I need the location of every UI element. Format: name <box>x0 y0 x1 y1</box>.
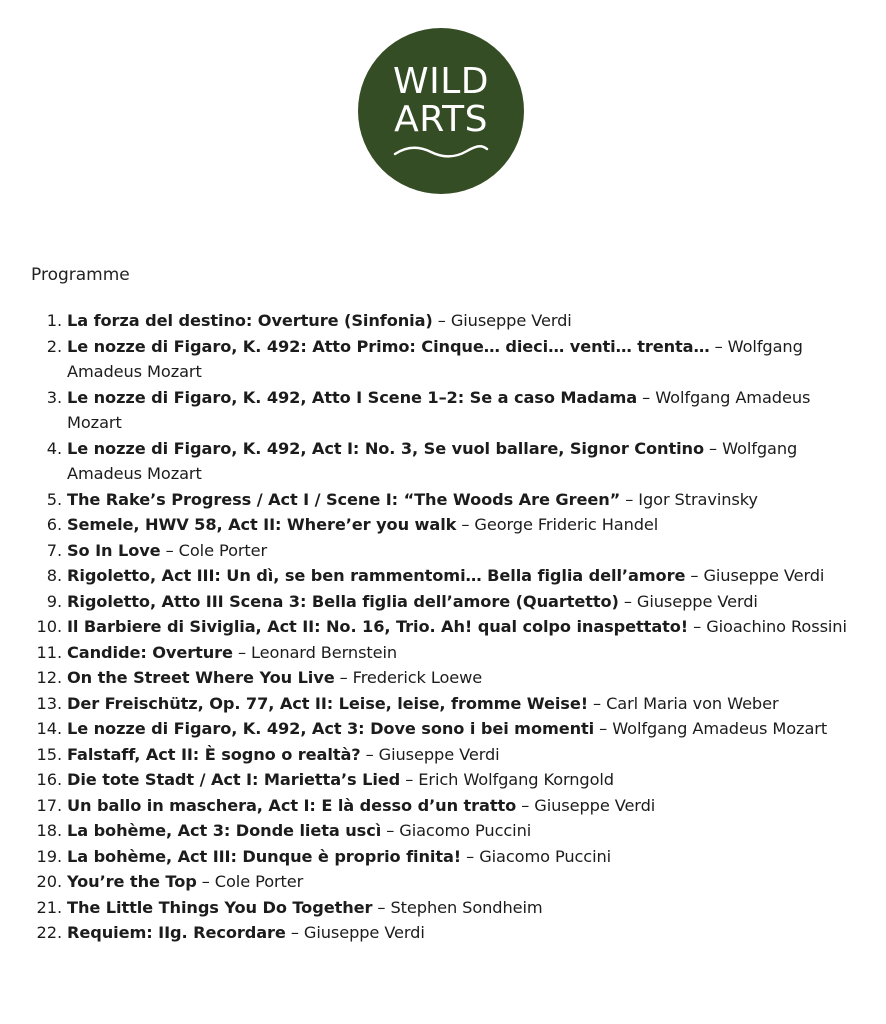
programme-item <box>30 716 850 742</box>
programme-item <box>30 614 850 640</box>
programme-item-number: 4. <box>46 438 62 458</box>
programme-item-separator: – <box>685 566 704 585</box>
programme-item <box>30 665 850 691</box>
programme-item <box>30 512 850 538</box>
programme-item <box>30 844 850 870</box>
programme-item <box>30 818 850 844</box>
programme-item-title: You’re the Top <box>67 872 197 891</box>
programme-item-separator: – <box>637 387 656 407</box>
programme-item-separator: – <box>688 617 707 636</box>
programme-item-separator: – <box>618 591 637 611</box>
programme-item <box>30 640 850 666</box>
programme-item <box>30 920 850 946</box>
programme-item-separator: – <box>160 540 179 560</box>
programme-item-composer: Gioachino Rossini <box>706 617 847 636</box>
programme-item-composer: George Frideric Handel <box>474 515 659 534</box>
programme-item-separator: – <box>432 311 451 330</box>
wild-arts-logo <box>358 28 524 194</box>
programme-item-separator: – <box>400 770 419 789</box>
programme-item-composer: Giacomo Puccini <box>399 821 532 840</box>
programme-item-composer: Stephen Sondheim <box>390 897 543 917</box>
programme-item-composer: Giuseppe Verdi <box>450 311 572 330</box>
programme-item-composer: Wolfgang Amadeus Mozart <box>67 438 798 483</box>
programme-item-composer: Leonard Bernstein <box>251 642 398 662</box>
programme-item-title: The Rake’s Progress / Act I / Scene I: “The Woods Are Green” <box>67 489 621 509</box>
programme-item-title: Le nozze di Figaro, K. 492, Act 3: Dove sono i bei momenti <box>67 719 595 738</box>
programme-item-composer: Wolfgang Amadeus Mozart <box>67 336 803 381</box>
programme-item-composer: Wolfgang Amadeus Mozart <box>67 387 811 432</box>
programme-item-title: Rigoletto, Atto III Scena 3: Bella figlia dell’amore (Quartetto) <box>67 591 619 611</box>
programme-item <box>30 334 850 385</box>
programme-item-separator: – <box>232 642 252 662</box>
programme-item-separator: – <box>620 489 639 509</box>
programme-item-composer: Carl Maria von Weber <box>606 693 779 713</box>
programme-item-separator: – <box>594 719 613 738</box>
programme-item-title: The Little Things You Do Together <box>67 897 373 917</box>
programme-item-title: La forza del destino: Overture (Sinfonia) <box>67 311 433 330</box>
programme-heading: Programme <box>31 265 130 285</box>
programme-item-composer: Erich Wolfgang Korngold <box>418 770 614 789</box>
programme-item-composer: Giuseppe Verdi <box>378 744 500 764</box>
programme-item-separator: – <box>456 515 475 534</box>
programme-item <box>30 767 850 793</box>
programme-item-title: So In Love <box>67 540 161 560</box>
programme-item-title: La bohème, Act III: Dunque è proprio finita! <box>67 846 462 866</box>
programme-item <box>30 563 850 589</box>
programme-item-number: 9. <box>46 591 62 611</box>
programme-item-number: 12. <box>36 668 62 687</box>
wave-icon <box>393 143 489 159</box>
programme-item-separator: – <box>704 438 723 458</box>
programme-item-composer: Cole Porter <box>214 872 304 891</box>
programme-item-title: Requiem: IIg. Recordare <box>67 923 286 942</box>
programme-item-separator: – <box>516 795 535 815</box>
programme-item-number: 22. <box>36 923 62 942</box>
programme-item-number: 11. <box>36 642 62 662</box>
programme-item-separator: – <box>381 821 400 840</box>
programme-item-title: Der Freischütz, Op. 77, Act II: Leise, leise, fromme Weise! <box>67 693 588 713</box>
programme-item-number: 19. <box>36 846 62 866</box>
programme-item-number: 15. <box>36 744 62 764</box>
programme-item-composer: Frederick Loewe <box>352 668 483 687</box>
programme-item <box>30 742 850 768</box>
programme-item-number: 1. <box>46 311 62 330</box>
programme-item-number: 10. <box>36 617 62 636</box>
programme-item-number: 18. <box>36 821 62 840</box>
logo-text-line2: ARTS <box>394 99 488 140</box>
programme-item <box>30 589 850 615</box>
programme-item-title: Candide: Overture <box>67 642 233 662</box>
programme-item-separator: – <box>709 336 728 356</box>
programme-item-composer: Giacomo Puccini <box>479 846 612 866</box>
programme-item-title: Le nozze di Figaro, K. 492: Atto Primo: Cinque… dieci… venti… trenta… <box>67 336 710 356</box>
programme-item-composer: Giuseppe Verdi <box>534 795 656 815</box>
programme-item-number: 7. <box>46 540 62 560</box>
programme-item <box>30 691 850 717</box>
programme-item-separator: – <box>285 923 304 942</box>
programme-item-number: 8. <box>46 566 62 585</box>
programme-item-title: Le nozze di Figaro, K. 492, Atto I Scene 1–2: Se a caso Madama <box>67 387 638 407</box>
programme-item-number: 5. <box>46 489 62 509</box>
programme-item-separator: – <box>461 846 480 866</box>
programme-item <box>30 895 850 921</box>
programme-item-separator: – <box>372 897 391 917</box>
programme-item-number: 21. <box>36 897 62 917</box>
programme-item-title: Semele, HWV 58, Act II: Where’er you walk <box>67 515 457 534</box>
programme-item-separator: – <box>334 668 353 687</box>
programme-item-composer: Giuseppe Verdi <box>303 923 425 942</box>
programme-item <box>30 487 850 513</box>
programme-item-separator: – <box>196 872 215 891</box>
programme-item-title: Rigoletto, Act III: Un dì, se ben rammentomi… Bella figlia dell’amore <box>67 566 686 585</box>
programme-item-number: 20. <box>36 872 62 891</box>
programme-item-composer: Giuseppe Verdi <box>703 566 825 585</box>
programme-item-separator: – <box>588 693 607 713</box>
programme-item <box>30 793 850 819</box>
programme-item <box>30 308 850 334</box>
programme-item-number: 2. <box>46 336 62 356</box>
programme-item <box>30 436 850 487</box>
programme-item-title: La bohème, Act 3: Donde lieta uscì <box>67 821 382 840</box>
programme-item-title: Un ballo in maschera, Act I: E là desso d’un tratto <box>67 795 517 815</box>
programme-item-title: Falstaff, Act II: È sogno o realtà? <box>67 744 361 764</box>
programme-item-number: 3. <box>46 387 62 407</box>
logo-text-line1: WILD <box>393 61 489 102</box>
programme-item-title: Le nozze di Figaro, K. 492, Act I: No. 3, Se vuol ballare, Signor Contino <box>67 438 704 458</box>
programme-item <box>30 385 850 436</box>
programme-item-separator: – <box>360 744 379 764</box>
programme-item-number: 14. <box>36 719 62 738</box>
programme-item-composer: Giuseppe Verdi <box>636 591 758 611</box>
programme-item-composer: Wolfgang Amadeus Mozart <box>612 719 828 738</box>
programme-item <box>30 869 850 895</box>
programme-item-number: 16. <box>36 770 62 789</box>
programme-item-number: 13. <box>36 693 62 713</box>
programme-item-composer: Cole Porter <box>178 540 268 560</box>
programme-item-number: 17. <box>36 795 62 815</box>
programme-item-title: On the Street Where You Live <box>67 668 335 687</box>
programme-item-number: 6. <box>46 515 62 534</box>
programme-item-title: Die tote Stadt / Act I: Marietta’s Lied <box>67 770 401 789</box>
programme-list <box>30 308 850 946</box>
programme-item-title: Il Barbiere di Siviglia, Act II: No. 16, Trio. Ah! qual colpo inaspettato! <box>67 617 689 636</box>
programme-item <box>30 538 850 564</box>
programme-item-composer: Igor Stravinsky <box>638 489 758 509</box>
